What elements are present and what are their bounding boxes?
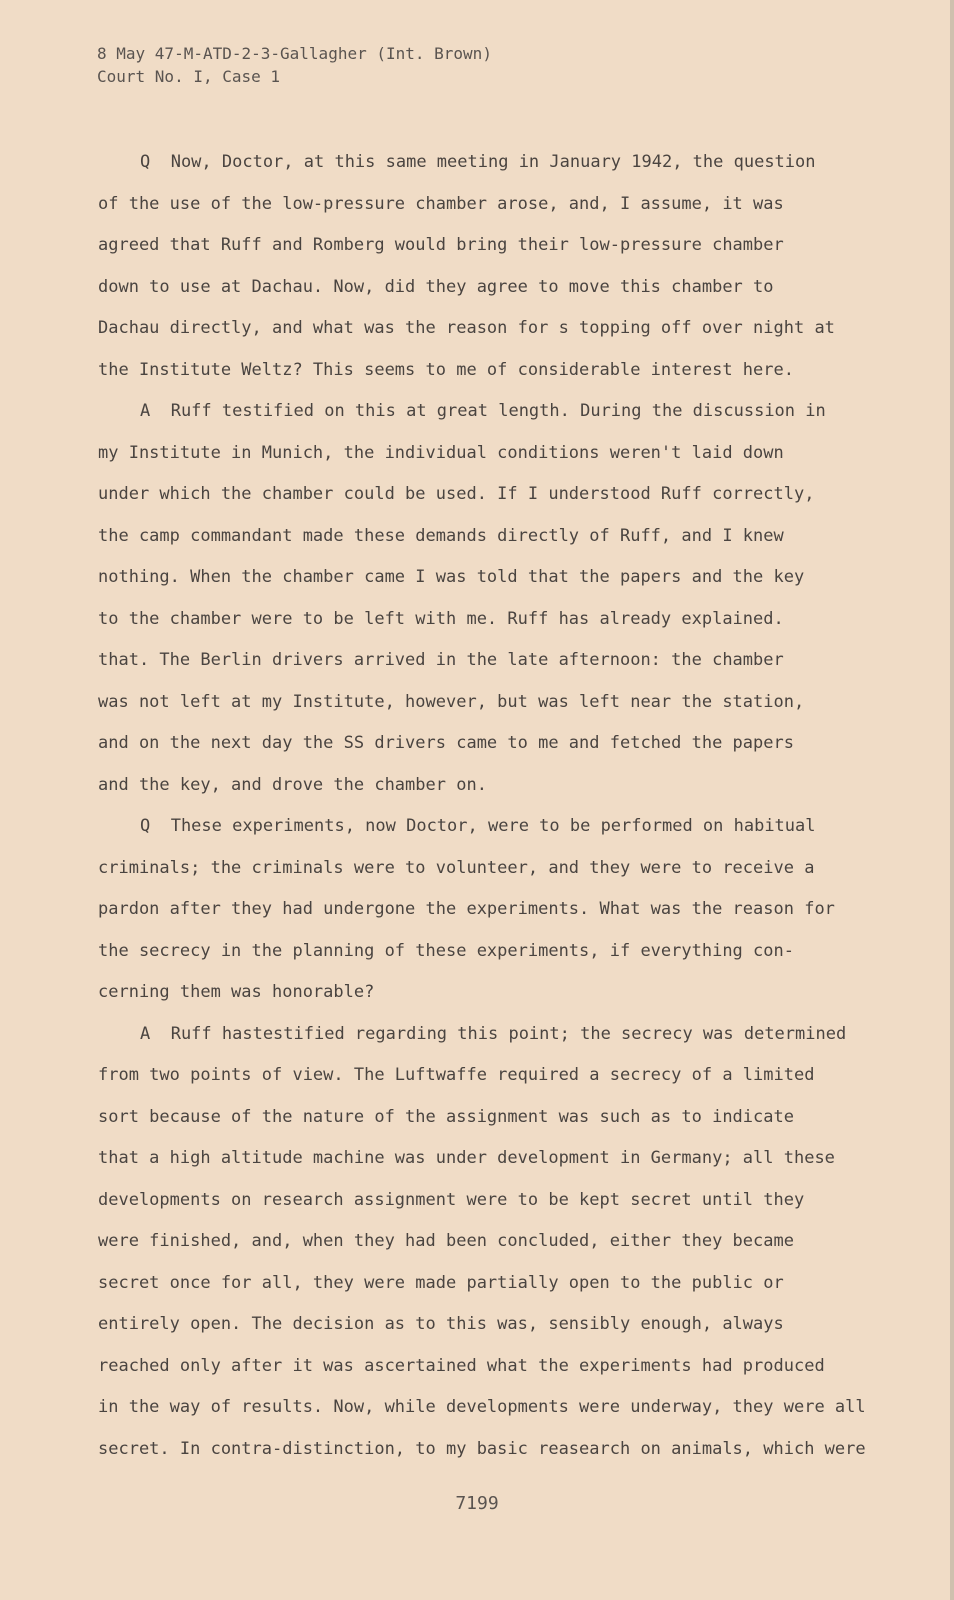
transcript-line: cerning them was honorable? <box>98 982 375 1002</box>
transcript-line: that. The Berlin drivers arrived in the late afternoon: the chamber <box>98 650 784 670</box>
header-line-1: 8 May 47-M-ATD-2-3-Gallagher (Int. Brown) <box>97 44 492 63</box>
transcript-line: secret once for all, they were made partially open to the public or <box>98 1272 784 1293</box>
transcript-body <box>98 142 878 1470</box>
page-edge <box>950 0 954 1600</box>
transcript-line: under which the chamber could be used. If I understood Ruff correctly, <box>98 484 815 504</box>
transcript-line: and the key, and drove the chamber on. <box>98 774 487 795</box>
transcript-line: reached only after it was ascertained what the experiments had produced <box>98 1355 825 1376</box>
transcript-line: of the use of the low-pressure chamber arose, and, I assume, it was <box>98 193 784 214</box>
transcript-line: nothing. When the chamber came I was told that the papers and the key <box>98 567 805 587</box>
transcript-line: was not left at my Institute, however, but was left near the station, <box>98 691 805 712</box>
transcript-line: the Institute Weltz? This seems to me of considerable interest here. <box>98 359 794 380</box>
transcript-line: my Institute in Munich, the individual conditions weren't laid down <box>98 442 784 463</box>
transcript-line: pardon after they had undergone the experiments. What was the reason for <box>98 899 835 919</box>
transcript-line: in the way of results. Now, while developments were underway, they were all <box>98 1397 866 1417</box>
transcript-line: were finished, and, when they had been concluded, either they became <box>98 1231 794 1251</box>
transcript-line: Q Now, Doctor, at this same meeting in January 1942, the question <box>140 152 816 172</box>
transcript-line: from two points of view. The Luftwaffe required a secrecy of a limited <box>98 1065 815 1085</box>
transcript-line: to the chamber were to be left with me. Ruff has already explained. <box>98 608 784 629</box>
document-header <box>97 42 492 88</box>
transcript-line: agreed that Ruff and Romberg would bring their low-pressure chamber <box>98 235 784 255</box>
transcript-line: down to use at Dachau. Now, did they agree to move this chamber to <box>98 276 774 297</box>
transcript-line: secret. In contra-distinction, to my basic reasearch on animals, which were <box>98 1438 866 1459</box>
transcript-line: and on the next day the SS drivers came to me and fetched the papers <box>98 733 794 753</box>
page-number: 7199 <box>455 1493 499 1514</box>
transcript-line: developments on research assignment were to be kept secret until they <box>98 1189 805 1210</box>
transcript-line: the secrecy in the planning of these experiments, if everything con- <box>98 940 794 961</box>
transcript-line: the camp commandant made these demands directly of Ruff, and I knew <box>98 525 784 546</box>
transcript-line: Dachau directly, and what was the reason for s topping off over night at <box>98 318 835 338</box>
transcript-line: A Ruff hastestified regarding this point; the secrecy was determined <box>140 1023 847 1044</box>
header-line-2: Court No. I, Case 1 <box>97 67 281 86</box>
transcript-line: A Ruff testified on this at great length. During the discussion in <box>140 401 826 421</box>
transcript-line: that a high altitude machine was under development in Germany; all these <box>98 1148 835 1168</box>
transcript-line: criminals; the criminals were to volunteer, and they were to receive a <box>98 857 815 878</box>
transcript-line: sort because of the nature of the assignment was such as to indicate <box>98 1106 794 1127</box>
transcript-line: entirely open. The decision as to this was, sensibly enough, always <box>98 1314 784 1334</box>
transcript-line: Q These experiments, now Doctor, were to be performed on habitual <box>140 816 816 836</box>
